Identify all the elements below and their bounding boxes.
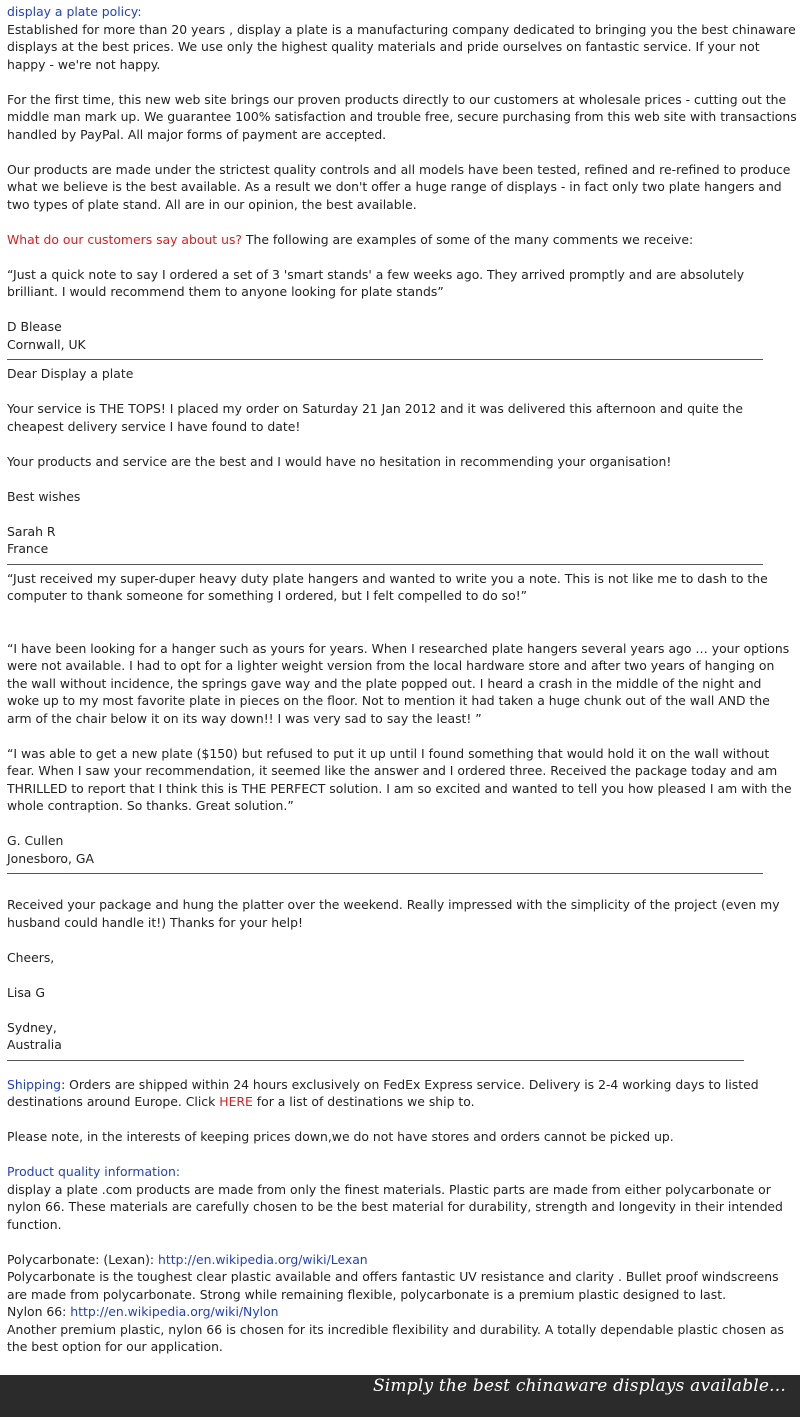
quality-heading: Product quality information: bbox=[7, 1164, 180, 1179]
divider bbox=[7, 359, 763, 360]
policy-heading: display a plate policy: bbox=[7, 4, 142, 19]
page-content bbox=[7, 3, 797, 1356]
pickup-note: Please note, in the interests of keeping prices down,we do not have stores and orders cannot be picked up. bbox=[7, 1129, 674, 1144]
testimonial-location: France bbox=[7, 541, 49, 556]
testimonial-location: Cornwall, UK bbox=[7, 336, 86, 352]
testimonial-location: Jonesboro, GA bbox=[7, 850, 94, 866]
testimonial-quote: “I was able to get a new plate ($150) but refused to put it up until I found something that would hold it on the wall without fear. When I saw your recommendation, it seemed like the answer and I ordered three. Received the package today and am THRILLED to report that I think this is THE PERFECT solution. I am so excited and wanted to tell you how pleased I am with the whole contraption. So thanks. Great solution.” bbox=[7, 745, 792, 813]
lexan-link[interactable]: http://en.wikipedia.org/wiki/Lexan bbox=[158, 1251, 368, 1267]
divider bbox=[7, 1060, 744, 1061]
customers-section bbox=[7, 231, 797, 249]
policy-paragraph-3: Our products are made under the strictest quality controls and all models have been tested, refined and re-refined to produce what we believe is the best available. As a result we don't offer a huge range of displays - in fact only two plate hangers and two types of plate stand. All are in our opinion, the best available. bbox=[7, 161, 791, 212]
shipping-text: : Orders are shipped within 24 hours exclusively on FedEx Express service. Delivery is 2-4 working days to listed destinations around Europe. Click bbox=[7, 1076, 759, 1109]
divider bbox=[7, 873, 763, 874]
divider bbox=[7, 564, 763, 565]
testimonial-quote: “Just received my super-duper heavy duty plate hangers and wanted to write you a note. This is not like me to dash to the computer to thank someone for something I ordered, but I felt compelled to do so!” bbox=[7, 570, 768, 603]
customers-intro: The following are examples of some of the many comments we receive: bbox=[241, 231, 694, 247]
nylon-label: Nylon 66: bbox=[7, 1304, 71, 1319]
testimonial-quote: “I have been looking for a hanger such as yours for years. When I researched plate hangers several years ago … your options were not available. I had to opt for a lighter weight version from the local hardware store and after two years of hanging on the wall without incidence, the springs gave way and the plate popped out. I heard a crash in the middle of the night and woke up to my most favorite plate in pieces on the floor. Not to mention it had taken a huge chunk out of the wall AND the arm of the chair below it on its way down!! I was very sad to say the least! ” bbox=[7, 640, 790, 726]
nylon-line bbox=[7, 1303, 797, 1321]
testimonial-signoff: Best wishes bbox=[7, 488, 81, 504]
testimonial-author: G. Cullen bbox=[7, 833, 64, 848]
policy-paragraph-2: For the first time, this new web site brings our proven products directly to our customers at wholesale prices - cutting out the middle man mark up. We guarantee 100% satisfaction and trouble free, secure purchasing from this web site with transactions handled by PayPal. All major forms of payment are accepted. bbox=[7, 91, 797, 142]
testimonial-author: Sarah R bbox=[7, 523, 56, 539]
testimonial-paragraph: Your service is THE TOPS! I placed my order on Saturday 21 Jan 2012 and it was delivered this afternoon and quite the cheapest delivery service I have found to date! bbox=[7, 401, 743, 434]
destinations-link[interactable]: HERE bbox=[219, 1094, 253, 1109]
testimonial-author: Lisa G bbox=[7, 984, 45, 1000]
quality-intro: display a plate .com products are made from only the finest materials. Plastic parts are made from either polycarbonate or nylon 66. These materials are carefully chosen to be the best material for durability, strength and longevity in their intended function. bbox=[7, 1181, 783, 1232]
footer-tagline: Simply the best chinaware displays available... bbox=[372, 1376, 786, 1396]
shipping-section bbox=[7, 1076, 797, 1111]
polycarbonate-text: Polycarbonate is the toughest clear plastic available and offers fantastic UV resistance and clarity . Bullet proof windscreens are made from polycarbonate. Strong while remaining flexible, polycarbonate is a premium plastic designed to last. bbox=[7, 1269, 779, 1302]
testimonial-paragraph: Your products and service are the best and I would have no hesitation in recommending your organisation! bbox=[7, 453, 672, 469]
nylon-text: Another premium plastic, nylon 66 is chosen for its incredible flexibility and durability. A totally dependable plastic chosen as the best option for our application. bbox=[7, 1321, 785, 1354]
testimonial-paragraph: Received your package and hung the platter over the weekend. Really impressed with the simplicity of the project (even my husband could handle it!) Thanks for your help! bbox=[7, 897, 780, 930]
testimonial-country: Australia bbox=[7, 1037, 62, 1052]
policy-intro: Established for more than 20 years , display a plate is a manufacturing company dedicated to bringing you the best chinaware displays at the best prices. We use only the highest quality materials and pride ourselves on fantastic service. If your not happy - we're not happy. bbox=[7, 21, 796, 72]
customers-heading: What do our customers say about us? bbox=[7, 231, 242, 247]
polycarbonate-line bbox=[7, 1251, 797, 1269]
testimonial-city: Sydney, bbox=[7, 1019, 57, 1035]
shipping-tail: for a list of destinations we ship to. bbox=[252, 1094, 475, 1109]
testimonial-quote: “Just a quick note to say I ordered a set of 3 'smart stands' a few weeks ago. They arrived promptly and are absolutely brilliant. I would recommend them to anyone looking for plate stands” bbox=[7, 266, 745, 299]
polycarbonate-label: Polycarbonate: (Lexan): bbox=[7, 1251, 159, 1267]
shipping-link[interactable]: Shipping bbox=[7, 1076, 62, 1092]
testimonial-signoff: Cheers, bbox=[7, 949, 55, 965]
testimonial-greeting: Dear Display a plate bbox=[7, 366, 134, 381]
footer-bar bbox=[0, 1375, 800, 1417]
nylon-link[interactable]: http://en.wikipedia.org/wiki/Nylon bbox=[70, 1304, 279, 1319]
testimonial-author: D Blease bbox=[7, 319, 62, 334]
